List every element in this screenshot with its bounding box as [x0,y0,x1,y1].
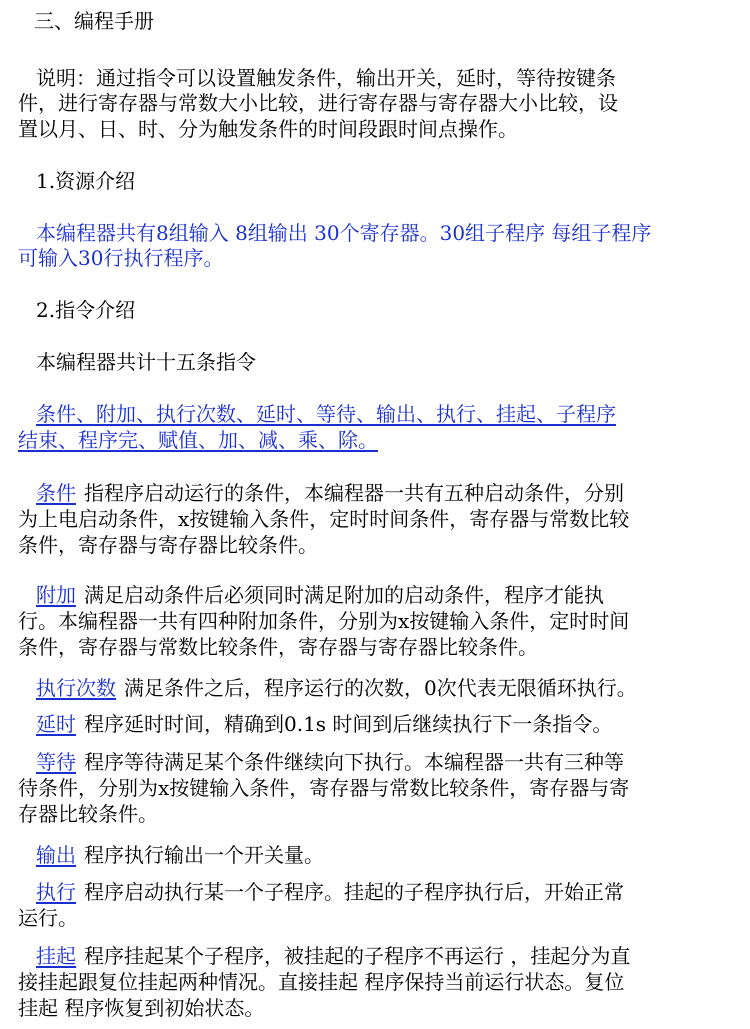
definition-zhixingcishu [36,676,637,700]
instruction-list-line-1[interactable]: 条件、附加、执行次数、延时、等待、输出、执行、挂起、子程序 [36,402,616,426]
definition-line: 条件，寄存器与常数比较条件，寄存器与寄存器比较条件。 [18,635,538,659]
intro-line-3: 置以月、日、时、分为触发条件的时间段跟时间点操作。 [18,117,518,141]
definition-line: 接挂起跟复位挂起两种情况。直接挂起 程序保持当前运行状态。复位 [18,970,625,994]
term-link-tiaojian[interactable]: 条件 [36,481,76,505]
resource-heading: 1.资源介绍 [36,169,136,193]
definition-text: 指程序启动运行的条件，本编程器一共有五种启动条件，分别 [84,481,624,505]
definition-fujia [36,583,604,607]
definition-text: 满足启动条件后必须同时满足附加的启动条件，程序才能执 [84,583,604,607]
definition-guaqi [36,944,630,968]
intro-line-2: 件，进行寄存器与常数大小比较，进行寄存器与寄存器大小比较，设 [18,91,618,115]
term-link-dengdai[interactable]: 等待 [36,750,76,774]
definition-line: 为上电启动条件，x按键输入条件，定时时间条件，寄存器与常数比较 [18,507,630,531]
instruction-list-line-2[interactable]: 结束、程序完、赋值、加、减、乘、除。 [18,428,378,452]
definition-text: 程序挂起某个子程序，被挂起的子程序不再运行 ，挂起分为直 [84,944,631,968]
definition-text: 满足条件之后，程序运行的次数，0次代表无限循环执行。 [124,676,637,700]
definition-line: 条件，寄存器与寄存器比较条件。 [18,533,318,557]
definition-shuchu [36,843,324,867]
term-link-shuchu[interactable]: 输出 [36,843,76,867]
term-link-fujia[interactable]: 附加 [36,583,76,607]
definition-text: 程序启动执行某一个子程序。挂起的子程序执行后，开始正常 [84,880,624,904]
instructions-count: 本编程器共计十五条指令 [36,350,256,374]
section-title: 三、编程手册 [34,9,154,33]
definition-line: 行。本编程器一共有四种附加条件，分别为x按键输入条件，定时时间 [18,609,630,633]
definition-text: 程序执行输出一个开关量。 [84,843,324,867]
instructions-heading: 2.指令介绍 [36,298,136,322]
term-link-zhixing[interactable]: 执行 [36,880,76,904]
intro-line-1: 说明：通过指令可以设置触发条件，输出开关，延时，等待按键条 [36,66,616,90]
definition-zhixing [36,880,624,904]
definition-line: 待条件，分别为x按键输入条件，寄存器与常数比较条件，寄存器与寄 [18,776,630,800]
definition-text: 程序等待满足某个条件继续向下执行。本编程器一共有三种等 [84,750,624,774]
definition-yanshi [36,712,612,736]
definition-line: 存器比较条件。 [18,802,158,826]
definition-tiaojian [36,481,624,505]
definition-line: 挂起 程序恢复到初始状态。 [18,996,265,1020]
resource-line-1: 本编程器共有8组输入 8组输出 30个寄存器。30组子程序 每组子程序 [36,221,652,245]
definition-line: 运行。 [18,906,78,930]
term-link-guaqi[interactable]: 挂起 [36,944,76,968]
term-link-yanshi[interactable]: 延时 [36,712,76,736]
term-link-zhixingcishu[interactable]: 执行次数 [36,676,116,700]
resource-line-2: 可输入30行执行程序。 [18,246,224,270]
definition-dengdai [36,750,624,774]
definition-text: 程序延时时间，精确到0.1s 时间到后继续执行下一条指令。 [84,712,613,736]
